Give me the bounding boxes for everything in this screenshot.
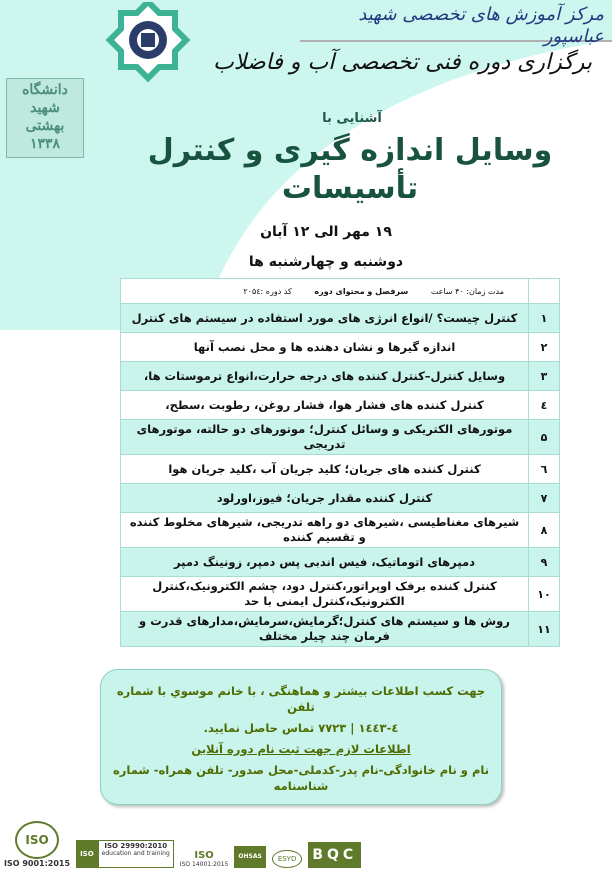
row-number: ۷ xyxy=(529,484,560,513)
row-topic: کنترل کننده برفک اوپراتور،کنترل دود، چشم الکترونیک،کنترل الکترونیک،کنترل ایمنی با حد xyxy=(121,577,529,612)
row-number: ۵ xyxy=(529,420,560,455)
iso-29990-label: ISO 29990:2010 xyxy=(104,842,168,850)
bqc-logo: BQC xyxy=(308,842,361,868)
row-number: ۱۰ xyxy=(529,577,560,612)
table-header-row xyxy=(121,279,560,304)
row-number: ۲ xyxy=(529,333,560,362)
registration-fields: نام و نام خانوادگی-نام پدر-کدملی-محل صدور- تلفن همراه- شماره شناسنامه xyxy=(112,763,490,793)
course-days: دوشنبه و چهارشنبه ها xyxy=(248,254,404,270)
contact-info-box xyxy=(100,669,502,805)
certification-logos xyxy=(4,821,404,868)
table-row xyxy=(121,577,560,612)
syllabus-heading: سرفصل و محتوای دوره xyxy=(314,286,409,296)
course-holding-heading: برگزاری دوره فنی تخصصی آب و فاضلاب xyxy=(213,50,592,75)
table-row xyxy=(121,455,560,484)
table-row xyxy=(121,513,560,548)
table-row xyxy=(121,612,560,647)
row-topic: روش ها و سیستم های کنترل؛گرمایش،سرمایش،مدارهای قدرت و فرمان چند چیلر مختلف xyxy=(121,612,529,647)
table-row xyxy=(121,333,560,362)
table-row xyxy=(121,391,560,420)
table-row xyxy=(121,420,560,455)
course-dates: ۱۹ مهر الی ۱۲ آبان xyxy=(260,224,392,240)
course-syllabus-table xyxy=(120,278,560,647)
page-title: وسایل اندازه گیری و کنترل تأسیسات xyxy=(147,133,553,206)
header-num-cell xyxy=(529,279,560,304)
iso-29990-box xyxy=(98,840,174,868)
header-cell xyxy=(121,279,529,304)
row-number: ۹ xyxy=(529,548,560,577)
row-topic: اندازه گیرها و نشان دهنده ها و محل نصب آنها xyxy=(121,333,529,362)
iso-9001-logo: ISO xyxy=(15,821,59,859)
iso-14001-label: ISO 14001:2015 xyxy=(179,861,229,868)
iso-29990-sub: education and training xyxy=(101,850,170,857)
esyd-logo: ESYD xyxy=(272,850,303,868)
row-topic: موتورهای الکتریکی و وسائل کنترل؛ موتورهای دو حالته، موتورهای تدریجی xyxy=(121,420,529,455)
contact-line: جهت کسب اطلاعات بیشتر و هماهنگی ، با خانم موسوي با شماره تلفن xyxy=(116,684,486,714)
iso-29990-badge xyxy=(76,840,174,868)
intro-text: آشنایی با xyxy=(322,111,382,126)
table-row xyxy=(121,304,560,333)
header xyxy=(0,0,612,110)
row-number: ۱ xyxy=(529,304,560,333)
iso-14001-badge xyxy=(180,850,229,868)
iso-14001-logo: ISO xyxy=(194,850,214,861)
row-topic: شیرهای مغناطیسی ،شیرهای دو راهه تدریجی، شیرهای مخلوط کننده و تقسیم کننده xyxy=(121,513,529,548)
row-number: ٤ xyxy=(529,391,560,420)
row-number: ۳ xyxy=(529,362,560,391)
center-name: مرکز آموزش های تخصصی شهید عباسپور xyxy=(358,4,604,47)
row-topic: دمپرهای اتوماتیک، فیس اندبی پس دمپر، زونینگ دمپر xyxy=(121,548,529,577)
course-duration: مدت زمان: ۴۰ ساعت xyxy=(430,286,504,296)
row-number: ۱۱ xyxy=(529,612,560,647)
main-content xyxy=(0,110,612,868)
course-code: کد دوره :۲۰۵٤ xyxy=(243,286,292,296)
row-topic: کنترل کننده های جریان؛ کلید جریان آب ،کلید جریان هوا xyxy=(121,455,529,484)
table-row xyxy=(121,362,560,391)
contact-phone: ٤-۱٤٤٣ | ۷۷۲۳ تماس حاصل نمایید. xyxy=(203,721,399,735)
iso-9001-badge xyxy=(4,821,70,868)
university-logo xyxy=(6,78,84,158)
registration-heading: اطلاعات لازم جهت ثبت نام دوره آنلاین xyxy=(191,742,411,756)
row-topic: کنترل کننده های فشار هوا، فشار روغن، رطوبت ،سطح، xyxy=(121,391,529,420)
university-logo-text: دانشگاه شهید بهشتی ۱۳۳۸ xyxy=(22,82,68,152)
center-logo-icon xyxy=(105,2,191,84)
table-row xyxy=(121,548,560,577)
ohsas-logo: OHSAS xyxy=(234,846,265,868)
row-number: ٦ xyxy=(529,455,560,484)
row-topic: وسایل کنترل–کنترل کننده های درجه حرارت،انواع ترموستات ها، xyxy=(121,362,529,391)
iso-29990-logo: ISO xyxy=(76,840,98,868)
row-topic: کنترل چیست؟ /انواع انرژی های مورد استفاده در سیستم های کنترل xyxy=(121,304,529,333)
iso-9001-label: ISO 9001:2015 xyxy=(4,859,71,868)
row-number: ۸ xyxy=(529,513,560,548)
table-row xyxy=(121,484,560,513)
row-topic: کنترل کننده مقدار جریان؛ فیوز،اورلود xyxy=(121,484,529,513)
